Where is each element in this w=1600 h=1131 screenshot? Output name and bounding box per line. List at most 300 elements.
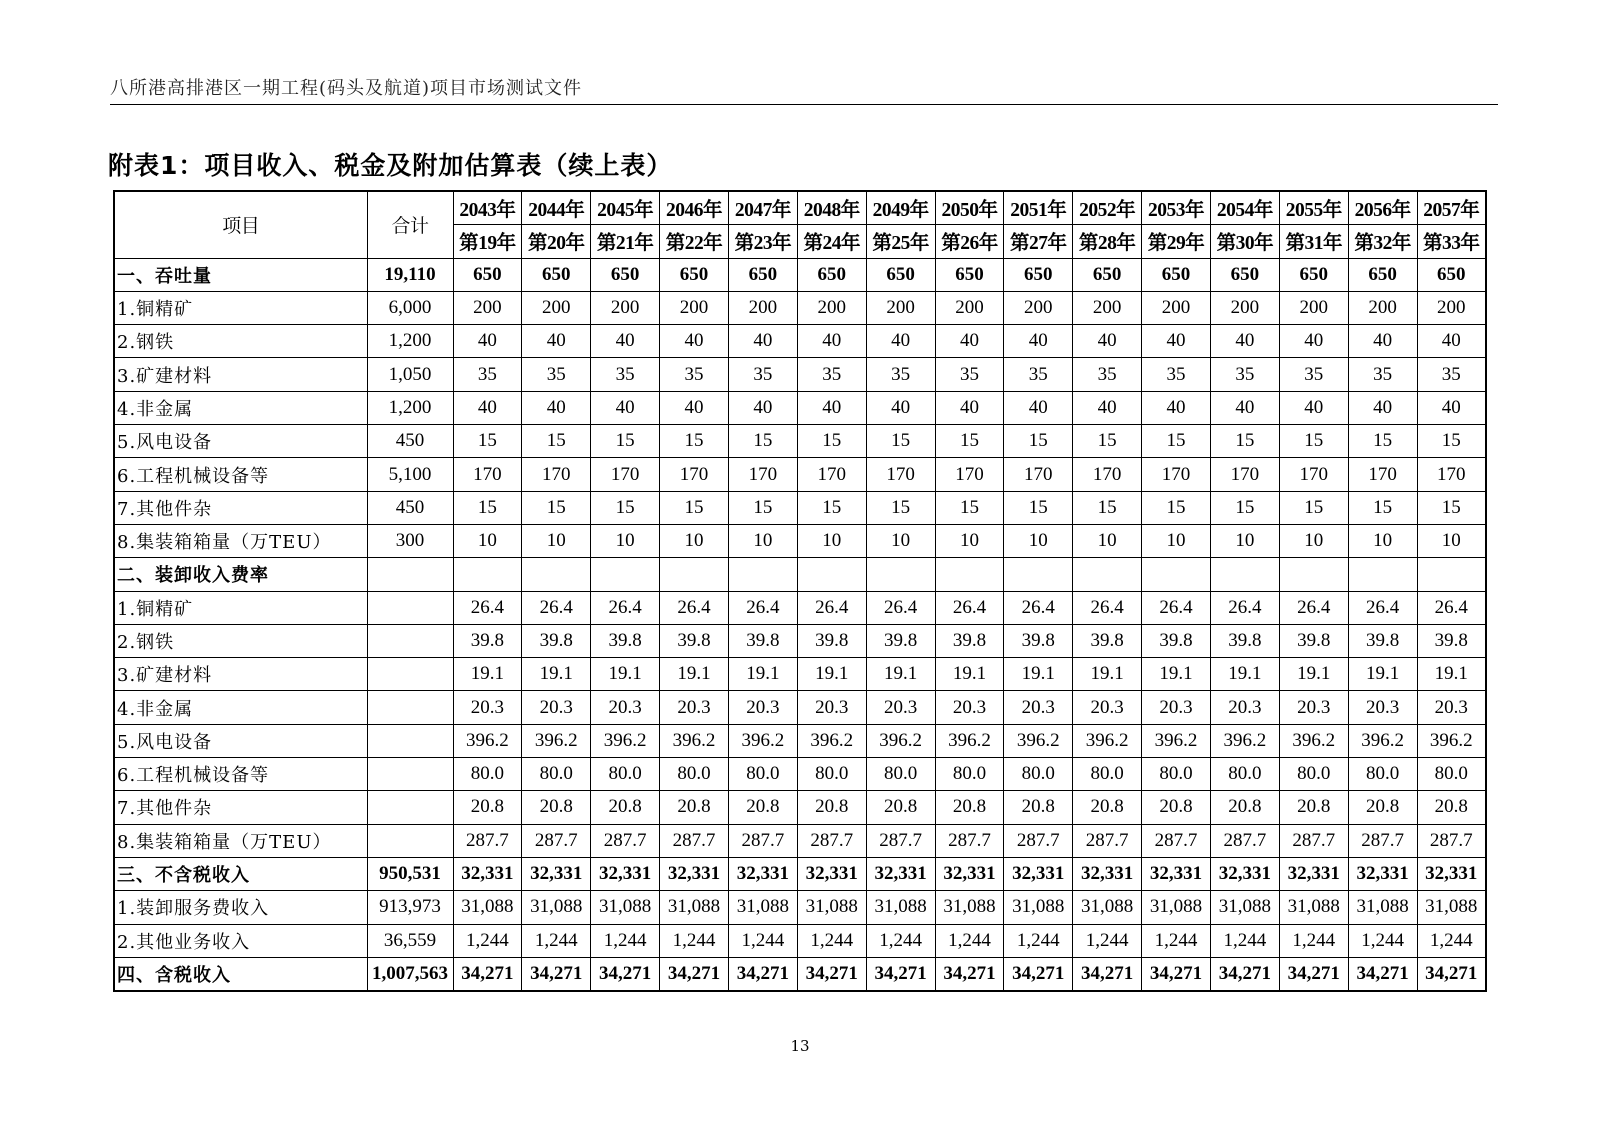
row-label: 三、不含税收入	[114, 857, 367, 890]
row-label: 6.工程机械设备等	[114, 758, 367, 791]
table-cell: 20.3	[935, 691, 1004, 724]
table-cell: 80.0	[591, 758, 660, 791]
table-cell: 650	[1348, 258, 1417, 291]
table-cell: 26.4	[728, 591, 797, 624]
table-cell: 20.3	[660, 691, 729, 724]
table-cell: 34,271	[453, 957, 522, 991]
row-label: 7.其他件杂	[114, 791, 367, 824]
table-cell: 80.0	[1073, 758, 1142, 791]
table-cell	[1417, 558, 1486, 591]
table-cell: 31,088	[1417, 891, 1486, 924]
table-cell: 20.8	[522, 791, 591, 824]
table-cell: 20.3	[1210, 691, 1279, 724]
table-cell: 32,331	[1210, 857, 1279, 890]
table-body	[114, 258, 1486, 991]
table-row	[114, 425, 1486, 458]
table-cell: 34,271	[1348, 957, 1417, 991]
table-cell: 20.3	[1348, 691, 1417, 724]
table-cell: 287.7	[797, 824, 866, 857]
table-cell: 35	[935, 358, 1004, 391]
table-cell: 396.2	[1004, 724, 1073, 757]
table-cell: 34,271	[660, 957, 729, 991]
table-cell: 34,271	[797, 957, 866, 991]
table-cell: 20.8	[935, 791, 1004, 824]
page-header: 八所港高排港区一期工程(码头及航道)项目市场测试文件	[110, 74, 1498, 105]
row-total: 450	[367, 425, 453, 458]
row-label: 2.钢铁	[114, 325, 367, 358]
table-cell: 40	[935, 325, 1004, 358]
table-cell	[453, 558, 522, 591]
table-cell: 40	[1417, 391, 1486, 424]
table-cell: 35	[797, 358, 866, 391]
table-cell: 15	[660, 425, 729, 458]
table-cell: 200	[866, 291, 935, 324]
row-label: 6.工程机械设备等	[114, 458, 367, 491]
column-header-year: 2053年	[1142, 191, 1211, 225]
table-cell: 32,331	[1348, 857, 1417, 890]
table-row	[114, 591, 1486, 624]
table-cell: 15	[591, 491, 660, 524]
table-cell: 650	[1210, 258, 1279, 291]
table-cell: 31,088	[728, 891, 797, 924]
table-row	[114, 524, 1486, 557]
table-cell: 170	[591, 458, 660, 491]
table-cell: 40	[453, 391, 522, 424]
table-cell: 26.4	[1417, 591, 1486, 624]
table-cell: 20.8	[866, 791, 935, 824]
table-cell: 287.7	[522, 824, 591, 857]
table-cell: 40	[866, 325, 935, 358]
table-cell: 40	[728, 325, 797, 358]
table-cell: 20.8	[1279, 791, 1348, 824]
row-total	[367, 824, 453, 857]
table-cell: 20.3	[453, 691, 522, 724]
column-header-period: 第23年	[728, 225, 797, 258]
table-cell: 170	[1348, 458, 1417, 491]
table-cell: 39.8	[1004, 624, 1073, 657]
table-row	[114, 791, 1486, 824]
page-title: 附表1：项目收入、税金及附加估算表（续上表）	[108, 151, 673, 180]
table-cell: 39.8	[1142, 624, 1211, 657]
table-cell: 39.8	[660, 624, 729, 657]
table-cell: 10	[1348, 524, 1417, 557]
table-cell: 40	[728, 391, 797, 424]
table-cell: 170	[1210, 458, 1279, 491]
table-cell: 35	[1142, 358, 1211, 391]
row-total	[367, 758, 453, 791]
table-cell: 31,088	[660, 891, 729, 924]
table-row	[114, 957, 1486, 991]
table-cell: 40	[1004, 325, 1073, 358]
column-header-year: 2054年	[1210, 191, 1279, 225]
table-cell: 650	[935, 258, 1004, 291]
table-cell: 15	[1279, 491, 1348, 524]
row-label: 2.其他业务收入	[114, 924, 367, 957]
table-cell: 31,088	[1279, 891, 1348, 924]
table-cell: 32,331	[1142, 857, 1211, 890]
table-cell: 200	[728, 291, 797, 324]
row-label: 1.铜精矿	[114, 291, 367, 324]
table-cell: 32,331	[453, 857, 522, 890]
column-header-period: 第25年	[866, 225, 935, 258]
table-cell: 40	[453, 325, 522, 358]
table-cell: 26.4	[1142, 591, 1211, 624]
table-cell: 40	[797, 325, 866, 358]
row-total: 36,559	[367, 924, 453, 957]
table-cell: 650	[728, 258, 797, 291]
table-cell: 80.0	[1348, 758, 1417, 791]
table-cell: 40	[1142, 325, 1211, 358]
table-cell: 20.8	[1142, 791, 1211, 824]
table-cell: 35	[1004, 358, 1073, 391]
table-cell: 20.3	[1279, 691, 1348, 724]
table-cell: 32,331	[728, 857, 797, 890]
table-cell: 19.1	[1142, 658, 1211, 691]
table-cell: 80.0	[1417, 758, 1486, 791]
table-cell	[591, 558, 660, 591]
table-cell: 39.8	[1073, 624, 1142, 657]
table-cell: 19.1	[453, 658, 522, 691]
table-cell: 19.1	[1417, 658, 1486, 691]
table-cell	[1142, 558, 1211, 591]
table-cell: 19.1	[591, 658, 660, 691]
table-cell: 32,331	[797, 857, 866, 890]
table-cell: 10	[591, 524, 660, 557]
table-cell: 31,088	[522, 891, 591, 924]
table-cell: 40	[1142, 391, 1211, 424]
table-cell: 26.4	[522, 591, 591, 624]
table-cell: 200	[797, 291, 866, 324]
table-cell: 396.2	[1142, 724, 1211, 757]
table-cell: 80.0	[1142, 758, 1211, 791]
table-cell: 39.8	[797, 624, 866, 657]
table-cell: 1,244	[728, 924, 797, 957]
table-cell: 40	[522, 325, 591, 358]
table-cell: 1,244	[1279, 924, 1348, 957]
table-cell: 287.7	[1073, 824, 1142, 857]
table-cell: 10	[453, 524, 522, 557]
table-row	[114, 391, 1486, 424]
table-cell: 15	[591, 425, 660, 458]
table-cell: 40	[1279, 325, 1348, 358]
table-cell: 287.7	[935, 824, 1004, 857]
table-cell: 170	[866, 458, 935, 491]
column-header-period: 第20年	[522, 225, 591, 258]
table-cell: 40	[591, 325, 660, 358]
table-cell: 39.8	[1279, 624, 1348, 657]
table-cell: 34,271	[1142, 957, 1211, 991]
table-cell: 40	[797, 391, 866, 424]
table-cell: 1,244	[1417, 924, 1486, 957]
row-label: 4.非金属	[114, 691, 367, 724]
table-cell: 26.4	[797, 591, 866, 624]
table-cell: 80.0	[1210, 758, 1279, 791]
table-cell: 1,244	[866, 924, 935, 957]
table-cell: 287.7	[1279, 824, 1348, 857]
table-cell: 39.8	[935, 624, 1004, 657]
table-cell: 170	[453, 458, 522, 491]
table-cell: 80.0	[728, 758, 797, 791]
column-header-year: 2043年	[453, 191, 522, 225]
table-cell: 15	[1348, 425, 1417, 458]
table-cell: 396.2	[1210, 724, 1279, 757]
table-cell: 287.7	[591, 824, 660, 857]
table-cell: 15	[1142, 425, 1211, 458]
table-cell: 15	[935, 425, 1004, 458]
table-cell: 10	[1279, 524, 1348, 557]
page-number: 13	[790, 1037, 810, 1055]
row-total: 913,973	[367, 891, 453, 924]
table-cell: 15	[1417, 425, 1486, 458]
table-cell: 15	[866, 425, 935, 458]
column-header-period: 第22年	[660, 225, 729, 258]
row-label: 3.矿建材料	[114, 358, 367, 391]
table-cell: 20.8	[797, 791, 866, 824]
table-cell: 10	[797, 524, 866, 557]
table-row	[114, 325, 1486, 358]
table-cell: 19.1	[660, 658, 729, 691]
table-cell: 1,244	[1142, 924, 1211, 957]
table-cell: 40	[866, 391, 935, 424]
table-cell: 32,331	[935, 857, 1004, 890]
table-row	[114, 458, 1486, 491]
column-header-period: 第28年	[1073, 225, 1142, 258]
row-label: 3.矿建材料	[114, 658, 367, 691]
table-cell: 80.0	[453, 758, 522, 791]
column-header-item: 项目	[114, 191, 367, 258]
table-cell: 200	[935, 291, 1004, 324]
table-row	[114, 891, 1486, 924]
table-cell: 15	[935, 491, 1004, 524]
table-cell: 15	[1004, 425, 1073, 458]
year-header-row	[114, 191, 1486, 225]
table-cell	[522, 558, 591, 591]
row-label: 5.风电设备	[114, 724, 367, 757]
table-cell: 650	[1004, 258, 1073, 291]
table-cell: 35	[1348, 358, 1417, 391]
table-cell: 15	[1417, 491, 1486, 524]
table-cell: 20.8	[453, 791, 522, 824]
table-cell: 396.2	[1417, 724, 1486, 757]
table-cell: 287.7	[453, 824, 522, 857]
table-cell: 396.2	[453, 724, 522, 757]
table-cell: 10	[866, 524, 935, 557]
table-cell: 26.4	[1004, 591, 1073, 624]
table-cell: 34,271	[1279, 957, 1348, 991]
table-cell: 39.8	[1210, 624, 1279, 657]
table-cell: 170	[1073, 458, 1142, 491]
table-cell: 15	[1348, 491, 1417, 524]
row-label: 一、吞吐量	[114, 258, 367, 291]
table-cell: 15	[797, 491, 866, 524]
table-cell: 39.8	[1348, 624, 1417, 657]
table-cell: 32,331	[1004, 857, 1073, 890]
table-cell: 200	[1004, 291, 1073, 324]
table-cell: 26.4	[453, 591, 522, 624]
table-cell: 20.8	[1073, 791, 1142, 824]
row-total: 950,531	[367, 857, 453, 890]
table-row	[114, 857, 1486, 890]
table-cell: 15	[453, 425, 522, 458]
row-total	[367, 658, 453, 691]
table-cell: 170	[1004, 458, 1073, 491]
table-cell: 650	[866, 258, 935, 291]
table-cell: 35	[866, 358, 935, 391]
table-cell: 40	[522, 391, 591, 424]
table-cell: 650	[1073, 258, 1142, 291]
table-cell: 19.1	[1073, 658, 1142, 691]
table-row	[114, 824, 1486, 857]
table-cell: 650	[1279, 258, 1348, 291]
table-cell: 396.2	[660, 724, 729, 757]
column-header-year: 2056年	[1348, 191, 1417, 225]
table-cell: 80.0	[797, 758, 866, 791]
row-total: 300	[367, 524, 453, 557]
table-cell: 170	[935, 458, 1004, 491]
table-cell: 35	[1210, 358, 1279, 391]
column-header-year: 2055年	[1279, 191, 1348, 225]
table-cell: 10	[728, 524, 797, 557]
table-cell: 287.7	[1210, 824, 1279, 857]
table-cell: 34,271	[1210, 957, 1279, 991]
table-row	[114, 358, 1486, 391]
row-label: 1.装卸服务费收入	[114, 891, 367, 924]
table-cell: 396.2	[728, 724, 797, 757]
table-row	[114, 491, 1486, 524]
table-cell: 1,244	[660, 924, 729, 957]
table-cell: 19.1	[1348, 658, 1417, 691]
table-row	[114, 291, 1486, 324]
row-label: 7.其他件杂	[114, 491, 367, 524]
table-cell: 20.8	[728, 791, 797, 824]
table-cell: 287.7	[1348, 824, 1417, 857]
column-header-period: 第19年	[453, 225, 522, 258]
table-cell: 10	[1004, 524, 1073, 557]
table-cell: 40	[1073, 391, 1142, 424]
column-header-total: 合计	[367, 191, 453, 258]
table-cell	[1348, 558, 1417, 591]
table-cell: 32,331	[522, 857, 591, 890]
table-cell: 15	[797, 425, 866, 458]
column-header-period: 第30年	[1210, 225, 1279, 258]
table-cell: 650	[660, 258, 729, 291]
table-cell: 170	[797, 458, 866, 491]
table-cell: 34,271	[1004, 957, 1073, 991]
table-cell: 15	[728, 425, 797, 458]
row-label: 8.集装箱箱量（万TEU）	[114, 524, 367, 557]
table-cell	[1073, 558, 1142, 591]
table-cell: 20.3	[866, 691, 935, 724]
table-cell: 170	[660, 458, 729, 491]
table-cell: 26.4	[591, 591, 660, 624]
table-cell: 15	[453, 491, 522, 524]
table-cell: 31,088	[935, 891, 1004, 924]
table-cell: 26.4	[660, 591, 729, 624]
table-cell	[1210, 558, 1279, 591]
column-header-year: 2057年	[1417, 191, 1486, 225]
table-row	[114, 624, 1486, 657]
table-cell: 26.4	[1279, 591, 1348, 624]
table-cell: 32,331	[1073, 857, 1142, 890]
table-cell: 650	[1142, 258, 1211, 291]
table-cell: 20.3	[728, 691, 797, 724]
table-cell: 170	[1279, 458, 1348, 491]
table-cell: 32,331	[591, 857, 660, 890]
table-cell: 26.4	[1348, 591, 1417, 624]
table-cell: 15	[1279, 425, 1348, 458]
table-cell: 170	[1417, 458, 1486, 491]
table-cell: 15	[728, 491, 797, 524]
table-cell: 20.3	[1417, 691, 1486, 724]
table-row	[114, 691, 1486, 724]
table-cell: 19.1	[522, 658, 591, 691]
table-cell: 396.2	[522, 724, 591, 757]
table-cell: 1,244	[1348, 924, 1417, 957]
table-cell: 31,088	[1210, 891, 1279, 924]
table-cell: 396.2	[866, 724, 935, 757]
table-cell: 1,244	[1004, 924, 1073, 957]
column-header-period: 第21年	[591, 225, 660, 258]
table-head	[114, 191, 1486, 258]
table-row	[114, 724, 1486, 757]
revenue-table	[113, 190, 1487, 992]
table-cell: 35	[453, 358, 522, 391]
table-cell: 80.0	[1279, 758, 1348, 791]
table-cell: 650	[797, 258, 866, 291]
table-cell: 10	[1142, 524, 1211, 557]
table-row	[114, 924, 1486, 957]
table-cell: 396.2	[1348, 724, 1417, 757]
column-header-year: 2044年	[522, 191, 591, 225]
column-header-year: 2045年	[591, 191, 660, 225]
row-total	[367, 791, 453, 824]
row-label: 5.风电设备	[114, 425, 367, 458]
table-cell: 40	[1210, 325, 1279, 358]
table-cell: 26.4	[1210, 591, 1279, 624]
table-cell: 20.3	[1004, 691, 1073, 724]
table-row	[114, 558, 1486, 591]
table-cell: 10	[1210, 524, 1279, 557]
row-total: 1,007,563	[367, 957, 453, 991]
table-cell: 19.1	[728, 658, 797, 691]
table-cell: 39.8	[728, 624, 797, 657]
table-cell: 20.3	[1073, 691, 1142, 724]
row-total: 6,000	[367, 291, 453, 324]
row-label: 1.铜精矿	[114, 591, 367, 624]
table-cell: 20.8	[1348, 791, 1417, 824]
table-cell	[866, 558, 935, 591]
table-cell: 39.8	[1417, 624, 1486, 657]
table-cell: 10	[1417, 524, 1486, 557]
table-cell: 39.8	[866, 624, 935, 657]
table-cell: 650	[522, 258, 591, 291]
table-cell: 40	[591, 391, 660, 424]
table-cell: 1,244	[1210, 924, 1279, 957]
table-cell: 15	[1004, 491, 1073, 524]
table-cell: 39.8	[591, 624, 660, 657]
table-cell: 15	[1073, 425, 1142, 458]
table-cell: 200	[1210, 291, 1279, 324]
table-cell: 15	[1073, 491, 1142, 524]
table-cell: 1,244	[591, 924, 660, 957]
table-cell: 1,244	[797, 924, 866, 957]
table-cell: 10	[1073, 524, 1142, 557]
table-cell: 20.3	[522, 691, 591, 724]
table-cell: 31,088	[866, 891, 935, 924]
row-label: 2.钢铁	[114, 624, 367, 657]
table-cell	[728, 558, 797, 591]
table-cell	[935, 558, 1004, 591]
